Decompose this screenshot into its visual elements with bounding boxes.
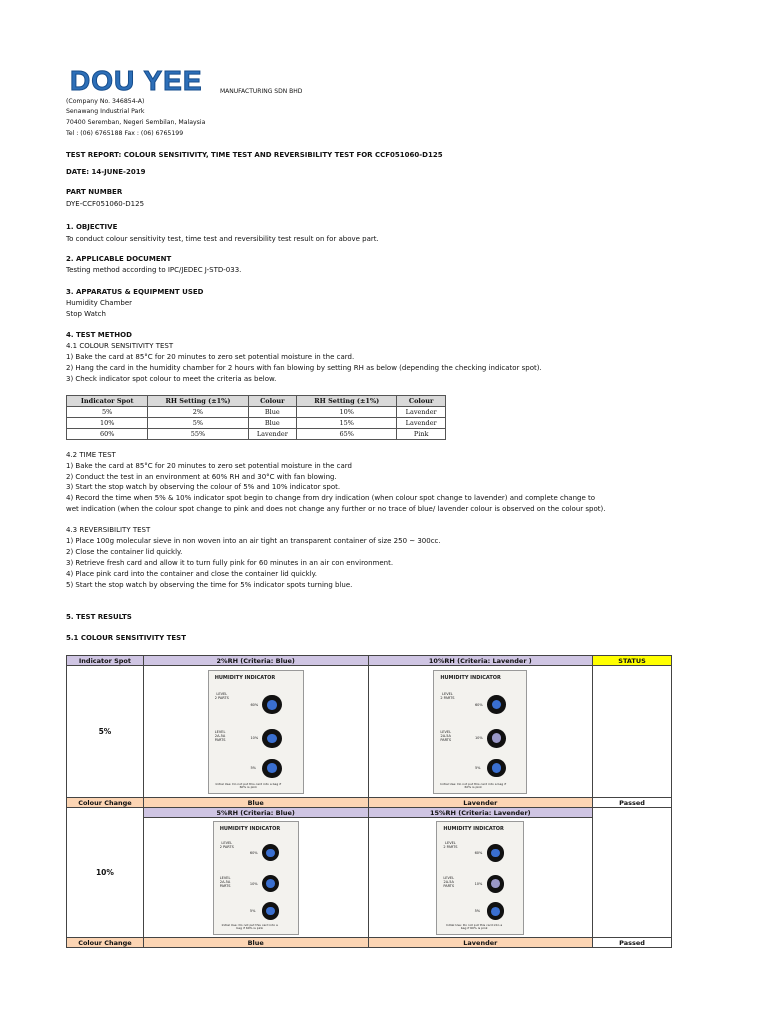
part-number: DYE-CCF051060-D125 <box>66 200 145 208</box>
table-cell: 15% <box>297 418 397 429</box>
address-line: (Company No. 346854-A) <box>66 98 145 105</box>
table-cell: 10% <box>67 418 148 429</box>
table-cell: 60% <box>67 429 148 440</box>
table-header: Colour <box>397 396 446 407</box>
criteria-header: 2%RH (Criteria: Blue) <box>143 656 368 666</box>
spot-percent-label: 10% <box>249 881 258 886</box>
spot-percent-label: 60% <box>474 702 483 707</box>
colour-change-label: Colour Change <box>67 938 144 948</box>
table-row <box>67 429 446 440</box>
indicator-spot-icon <box>487 759 506 778</box>
indicator-spot-icon <box>262 844 279 861</box>
indicator-spot-icon <box>487 729 506 748</box>
method-42-step: 3) Start the stop watch by observing the colour of 5% and 10% indicator spot. <box>66 483 341 491</box>
photo-cell <box>143 666 368 798</box>
table-cell: 2% <box>148 407 248 418</box>
table-row <box>67 407 446 418</box>
method-43-step: 1) Place 100g molecular sieve in non woven into an air tight an transparent container of size 250 ~ 300cc. <box>66 537 441 545</box>
table-cell: Pink <box>397 429 446 440</box>
method-42-step: 2) Conduct the test in an environment at 60% RH and 30°C with fan blowing. <box>66 473 337 481</box>
card-level-label: LEVEL 2 PARTS <box>214 691 229 700</box>
indicator-spot-header: Indicator Spot <box>67 656 144 666</box>
colour-change-value: Lavender <box>368 798 593 808</box>
card-level-label: LEVEL 2 PARTS <box>440 691 455 700</box>
spot-percent-label: 60% <box>249 850 258 855</box>
spot-percent-label: 5% <box>249 909 256 914</box>
colour-change-value: Lavender <box>368 938 593 948</box>
method-41-heading: 4.1 COLOUR SENSITIVITY TEST <box>66 342 174 350</box>
criteria-header: 15%RH (Criteria: Lavender) <box>368 808 593 818</box>
criteria-header: 10%RH (Criteria: Lavender ) <box>368 656 593 666</box>
method-41-step: 1) Bake the card at 85°C for 20 minutes to zero set potential moisture in the card. <box>66 353 355 361</box>
apparatus-heading: 3. APPARATUS & EQUIPMENT USED <box>66 288 204 296</box>
card-footer-text: Initial Use: Do not put this card into a bag if 60% is pink <box>446 922 503 930</box>
address-line: Tel : (06) 6765188 Fax : (06) 6765199 <box>66 130 184 137</box>
card-level-label: LEVEL 2 PARTS <box>219 840 234 849</box>
spot-percent-label: 5% <box>474 765 481 770</box>
indicator-spot-icon <box>262 902 279 919</box>
report-title: TEST REPORT: COLOUR SENSITIVITY, TIME TEST AND REVERSIBILITY TEST FOR CCF051060-D125 <box>66 151 443 159</box>
table-cell: Blue <box>248 407 297 418</box>
results-heading: 5. TEST RESULTS <box>66 613 132 621</box>
table-cell: Lavender <box>397 407 446 418</box>
table-row <box>67 938 672 948</box>
apparatus-item: Humidity Chamber <box>66 299 133 307</box>
table-header: Colour <box>248 396 297 407</box>
indicator-spot-icon <box>487 902 505 920</box>
colour-change-label: Colour Change <box>67 798 144 808</box>
card-level-label: LEVEL 2A-5A PARTS <box>443 876 455 889</box>
status-value: Passed <box>593 798 672 808</box>
method-42-step: wet indication (when the colour spot change to pink and does not change any further or no trace of blue/ lavender colour is observed on the colour spot). <box>66 505 606 513</box>
method-43-heading: 4.3 REVERSIBILITY TEST <box>66 526 151 534</box>
table-cell: 5% <box>148 418 248 429</box>
card-level-label: LEVEL 2A-5A PARTS <box>219 876 231 889</box>
address-line: 70400 Seremban, Negeri Sembilan, Malaysia <box>66 119 206 126</box>
table-row <box>67 798 672 808</box>
card-level-label: LEVEL 2 PARTS <box>443 840 458 849</box>
table-header: RH Setting (±1%) <box>297 396 397 407</box>
status-header: STATUS <box>593 656 672 666</box>
method-43-step: 5) Start the stop watch by observing the time for 5% indicator spots turning blue. <box>66 581 353 589</box>
indicator-spot-icon <box>262 695 281 714</box>
table-cell: 5% <box>67 407 148 418</box>
indicator-spot-icon <box>262 875 279 892</box>
card-footer-text: Initial Use: Do not put this card into a bag if 60% is pink <box>440 781 507 789</box>
table-cell: Lavender <box>248 429 297 440</box>
colour-change-value: Blue <box>143 938 368 948</box>
table-row <box>67 418 446 429</box>
criteria-header: 5%RH (Criteria: Blue) <box>143 808 368 818</box>
results-51-heading: 5.1 COLOUR SENSITIVITY TEST <box>66 634 186 642</box>
table-cell: Blue <box>248 418 297 429</box>
logo-suffix: MANUFACTURING SDN BHD <box>220 88 303 95</box>
method-42-step: 4) Record the time when 5% & 10% indicator spot begin to change from dry indication (when colour spot change to lavender) and complete change to <box>66 494 596 502</box>
table-row <box>67 818 672 938</box>
table-header-row <box>67 656 672 666</box>
spot-percent-label: 10% <box>250 736 259 741</box>
humidity-card-photo <box>436 821 524 935</box>
spot-percent-label: 5% <box>474 909 481 914</box>
card-level-label: LEVEL 2A-5A PARTS <box>214 730 226 743</box>
rh-criteria-table <box>66 395 446 440</box>
table-cell: 55% <box>148 429 248 440</box>
card-footer-text: Initial Use: Do not put this card into a bag if 60% is pink <box>215 781 282 789</box>
spot-percent-label: 10% <box>474 881 483 886</box>
method-41-step: 3) Check indicator spot colour to meet the criteria as below. <box>66 375 277 383</box>
company-logo <box>70 66 215 96</box>
indicator-spot-icon <box>262 729 281 748</box>
document-text: Testing method according to IPC/JEDEC J-STD-033. <box>66 266 242 274</box>
report-date: DATE: 14-JUNE-2019 <box>66 168 146 176</box>
indicator-spot-icon <box>487 875 505 893</box>
status-cell <box>593 808 672 938</box>
logo-text: DOU YEE <box>70 65 203 96</box>
table-header-row <box>67 396 446 407</box>
indicator-spot-value: 10% <box>67 808 144 938</box>
table-header: Indicator Spot <box>67 396 148 407</box>
card-title: HUMIDITY INDICATOR <box>443 825 504 832</box>
table-cell: 10% <box>297 407 397 418</box>
spot-percent-label: 5% <box>250 766 256 771</box>
card-title: HUMIDITY INDICATOR <box>440 674 501 681</box>
method-42-step: 1) Bake the card at 85°C for 20 minutes to zero set potential moisture in the card <box>66 462 352 470</box>
card-title: HUMIDITY INDICATOR <box>214 674 276 681</box>
card-title: HUMIDITY INDICATOR <box>219 825 281 832</box>
indicator-spot-icon <box>487 844 505 862</box>
humidity-card-photo <box>433 670 527 794</box>
photo-cell <box>143 818 368 938</box>
card-level-label: LEVEL 2A-5A PARTS <box>440 730 452 743</box>
spot-percent-label: 10% <box>474 736 483 741</box>
results-table <box>66 655 672 948</box>
spot-percent-label: 60% <box>250 702 259 707</box>
method-43-step: 2) Close the container lid quickly. <box>66 548 183 556</box>
table-row <box>67 666 672 798</box>
objective-text: To conduct colour sensitivity test, time test and reversibility test result on for above part. <box>66 235 379 243</box>
table-cell: Lavender <box>397 418 446 429</box>
objective-heading: 1. OBJECTIVE <box>66 223 118 231</box>
method-41-step: 2) Hang the card in the humidity chamber for 2 hours with fan blowing by setting RH as below (depending the checking indicator spot). <box>66 364 542 372</box>
table-header-row <box>67 808 672 818</box>
method-heading: 4. TEST METHOD <box>66 331 132 339</box>
indicator-spot-icon <box>487 695 506 714</box>
address-line: Senawang Industrial Park <box>66 108 145 115</box>
card-footer-text: Initial Use: Do not put this card into a bag if 60% is pink <box>221 922 278 930</box>
indicator-spot-value: 5% <box>67 666 144 798</box>
colour-change-value: Blue <box>143 798 368 808</box>
method-43-step: 3) Retrieve fresh card and allow it to turn fully pink for 60 minutes in an air con environment. <box>66 559 394 567</box>
document-heading: 2. APPLICABLE DOCUMENT <box>66 255 172 263</box>
method-43-step: 4) Place pink card into the container and close the container lid quickly. <box>66 570 318 578</box>
spot-percent-label: 60% <box>474 851 483 856</box>
status-cell <box>593 666 672 798</box>
photo-cell <box>368 666 593 798</box>
humidity-card-photo <box>213 821 299 935</box>
indicator-spot-icon <box>262 759 281 778</box>
method-42-heading: 4.2 TIME TEST <box>66 451 116 459</box>
status-value: Passed <box>593 938 672 948</box>
table-header: RH Setting (±1%) <box>148 396 248 407</box>
part-number-label: PART NUMBER <box>66 188 123 196</box>
apparatus-item: Stop Watch <box>66 310 106 318</box>
humidity-card-photo <box>208 670 304 794</box>
table-cell: 65% <box>297 429 397 440</box>
photo-cell <box>368 818 593 938</box>
